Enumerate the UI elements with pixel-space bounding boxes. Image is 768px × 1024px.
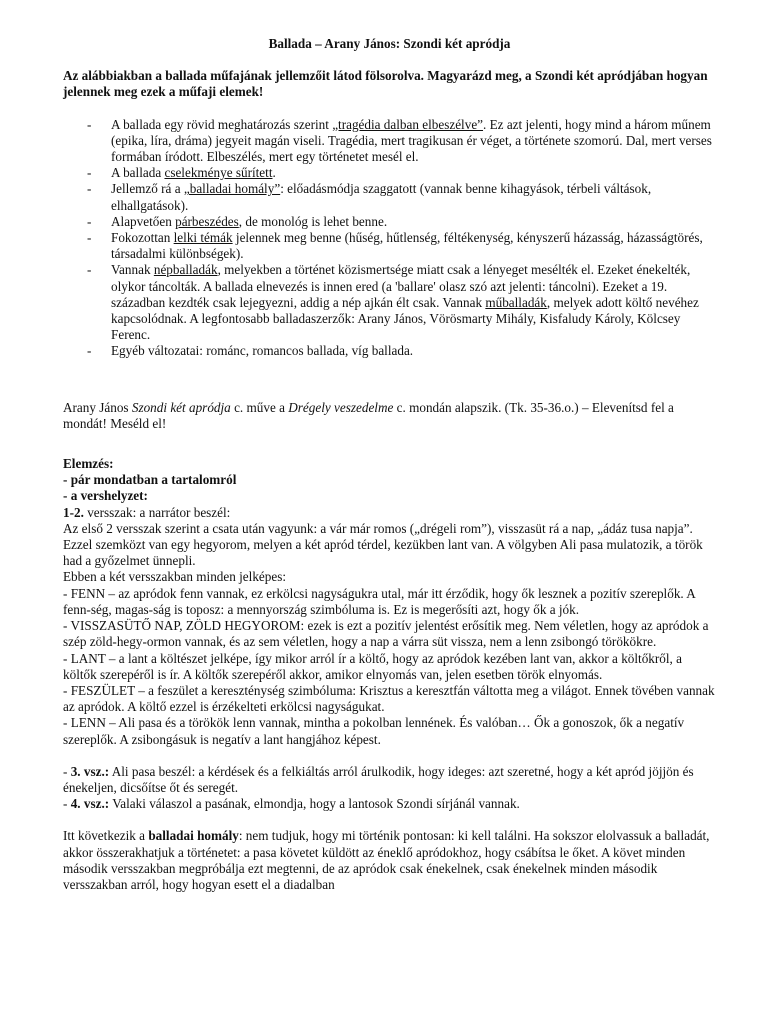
feature-text: .: [272, 165, 276, 181]
feature-keyword: cselekménye sűrített: [164, 165, 273, 181]
analysis-paragraph: Ebben a két versszakban minden jelképes:: [63, 569, 287, 585]
feature-text: jelennek meg benne (hűség, hűtlenség, féltékenység, kényszerű házasság, házasságtörés, társadalmi különbségek).: [111, 230, 703, 262]
list-dash: -: [87, 230, 92, 246]
analysis-paragraph: - VISSZASÜTŐ NAP, ZÖLD HEGYOROM: ezek is ezt a pozitív jelentést erősítik meg. Nem véletlen, hogy az apródok a szép zöld-hegy-ormon vannak, és az sem véletlen, hogy a nap a várra süt vissza, nem a lenn zsibongó törökökre.: [63, 618, 709, 650]
list-dash: -: [87, 165, 92, 181]
paragraph-text: : nem tudjuk, hogy mi történik pontosan: ki kell találni. Ha sokszor elolvassuk a balladát, akkor összerakhatjuk a történetet: a pasa követet küldött az éneklő apródokhoz, hogy csábítsa le őket. A követ minden második versszakban megpróbálja ezt megtenni, de az apródok csak énekelnek, csak énekelnek minden második versszakban arról, hogy hogyan esett el a diadalban: [63, 828, 710, 892]
work-title: Szondi két apródja: [131, 399, 231, 415]
list-item: [63, 262, 716, 343]
stanza-paragraph: [63, 796, 716, 812]
list-item: [63, 214, 716, 230]
feature-text: Egyéb változatai: románc, romancos ballada, víg ballada.: [111, 343, 414, 359]
list-dash: -: [87, 181, 92, 197]
list-item: [63, 181, 716, 213]
work-title: Drégely veszedelme: [288, 399, 394, 415]
feature-text: A ballada: [111, 165, 165, 181]
feature-text: A ballada egy rövid meghatározás szerint: [111, 116, 333, 132]
source-paragraph: [63, 400, 716, 432]
feature-text: Jellemző rá a: [111, 181, 184, 197]
emphasis-term: balladai homály: [148, 828, 239, 844]
source-text: c. műve a: [230, 399, 289, 415]
feature-keyword: lelki témák: [173, 230, 233, 246]
feature-text: Fokozottan: [111, 230, 174, 246]
feature-text: Vannak: [111, 262, 154, 278]
feature-keyword: párbeszédes: [175, 213, 239, 229]
feature-text: , melyekben a történet közismertsége miatt csak a lényeget mesélték el. Ezeket énekelték, olykor táncolták. A ballada elnevezés is innen ered (a 'ballare' olasz szó azt jelenti: táncolni). Ezeket a 19. században kezdték csak lejegyezni, addig a nép ajkán élt csak. Vannak: [111, 262, 691, 310]
feature-keyword: népballadák: [153, 262, 218, 278]
list-item: [63, 343, 716, 359]
source-text: Arany János: [63, 399, 132, 415]
task-intro: Az alábbiakban a ballada műfajának jellemzőit látod fölsorolva. Magyarázd meg, a Szondi két apródjában hogyan jelennek meg ezek a műfaji elemek!: [63, 68, 708, 100]
list-dash: -: [87, 213, 92, 229]
spacer: [63, 432, 716, 456]
feature-keyword: „tragédia dalban elbeszélve”: [332, 116, 484, 132]
analysis-paragraph: - LANT – a lant a költészet jelképe, így mikor arról ír a költő, hogy az apródok kezében lant van, akkor a költőkről, a költők szerepéről is ír. A költők szerepéről akkor, amikor elnyomás van, jelen esetben török elnyomás.: [63, 650, 683, 682]
list-item: [63, 165, 716, 181]
feature-text: , melyek adott költő nevéhez kapcsolódnak. A legfontosabb balladaszerzők: Arany János, Vörösmarty Mihály, Kisfaludy Károly, Kölcsey Ferenc.: [111, 294, 699, 343]
analysis-paragraph: - FENN – az apródok fenn vannak, ez erkölcsi nagyságukra utal, már itt érződik, hogy ők lesznek a pozitív szereplők. A fenn-ség, magas-ság is toposz: a mennyország szimbóluma is. Ez is megerősíti azt, hogy ők a jók.: [63, 585, 696, 617]
feature-text: . Ez azt jelenti, hogy mind a három műnem (epika, líra, dráma) jegyeit magán viseli. Tragédia, mert tragikusan ér véget, a története szomorú. Dal, mert verses formában íródott. Elbeszélés, mert egy történetet mesél el.: [111, 116, 712, 165]
stanza-text: Valaki válaszol a pasának, elmondja, hogy a lantosok Szondi sírjánál vannak.: [109, 796, 520, 812]
stanza-number: 3. vsz.:: [70, 763, 110, 779]
analysis-paragraph: Az első 2 versszak szerint a csata után vagyunk: a vár már romos („drégeli rom”), visszasüt rá a nap, „ádáz tusa napja”. Ezzel szemközt van egy hegyorom, melyen a két apród térdel, kezükben lant van. A völgyben Ali pasa mulatozik, a török had a győzelmet ünnepli.: [63, 520, 703, 569]
spacer: [63, 748, 716, 764]
analysis-paragraph: [63, 828, 716, 893]
stanza-prefix: -: [63, 763, 71, 779]
list-item: [63, 230, 716, 262]
stanza-text: versszak: a narrátor beszél:: [83, 504, 231, 520]
feature-text: , de monológ is lehet benne.: [238, 213, 388, 229]
feature-text: : előadásmódja szaggatott (vannak benne kihagyások, térbeli váltások, elhallgatások).: [111, 181, 652, 213]
analysis-heading: Elemzés:: [63, 456, 114, 472]
list-dash: -: [87, 116, 92, 132]
spacer: [63, 376, 716, 400]
ballad-features-list: [63, 117, 716, 360]
document-title: Ballada – Arany János: Szondi két apródja: [268, 36, 511, 51]
stanza-number: 1-2.: [63, 504, 84, 520]
list-dash: -: [87, 262, 92, 278]
paragraph-text: Itt következik a: [63, 828, 149, 844]
analysis-paragraph: - FESZÜLET – a feszület a kereszténység szimbóluma: Krisztus a keresztfán váltotta meg a világot. Ennek tövében vannak az apródok. A költő ezzel is érzékelteti erkölcsi nagyságukat.: [63, 682, 715, 715]
list-item: [63, 117, 716, 166]
stanza-prefix: -: [63, 796, 71, 812]
feature-text: Alapvetően: [111, 213, 176, 229]
stanza-text: Ali pasa beszél: a kérdések és a felkiáltás arról árulkodik, hogy ideges: azt szeretné, hogy a két apród jöjjön és énekeljen, dicsőítse őt és seregét.: [63, 763, 694, 795]
stanza-number: 4. vsz.:: [70, 796, 110, 812]
feature-keyword: „balladai homály”: [183, 181, 281, 197]
analysis-subheading: - pár mondatban a tartalomról: [63, 472, 237, 488]
source-text: c. mondán alapszik. (Tk. 35-36.o.) – Elevenítsd fel a mondát! Meséld el!: [63, 399, 674, 431]
analysis-paragraph: - LENN – Ali pasa és a törökök lenn vannak, mintha a pokolban lennének. És valóban… Ők a gonoszok, ők a negatív szereplők. A zsibongásuk is negatív a lant hangjához képest.: [63, 715, 685, 747]
feature-keyword: műballadák: [485, 294, 547, 310]
stanza-label-line: [63, 505, 716, 521]
spacer: [63, 812, 716, 828]
analysis-subheading: - a vershelyzet:: [63, 488, 148, 504]
list-dash: -: [87, 343, 92, 359]
stanza-paragraph: [63, 764, 716, 796]
